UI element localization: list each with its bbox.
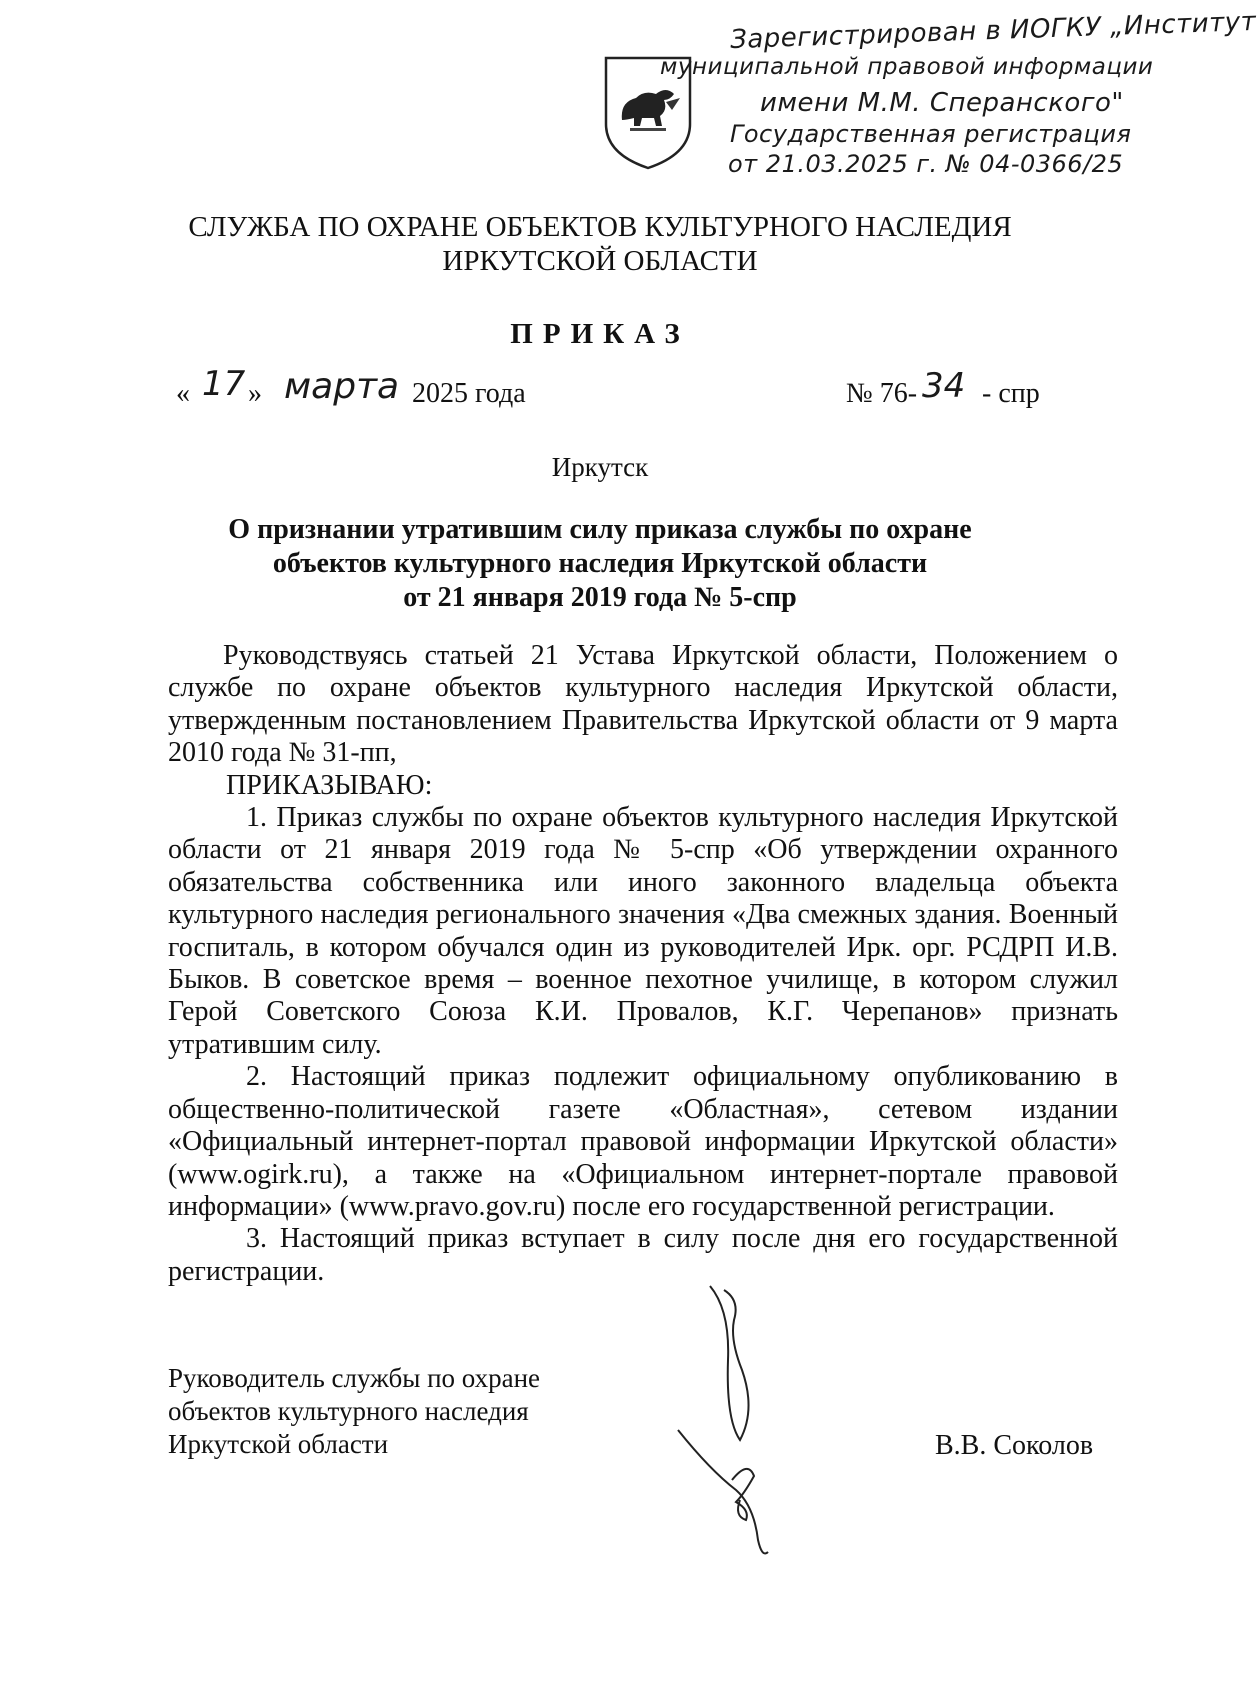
date-month: марта <box>284 366 400 407</box>
registration-line: Зарегистрирован в ИОГКУ „Институт <box>729 6 1257 56</box>
handwritten-signature-icon <box>670 1280 820 1560</box>
position-line: объектов культурного наследия <box>168 1396 529 1426</box>
agency-name-line: СЛУЖБА ПО ОХРАНЕ ОБЪЕКТОВ КУЛЬТУРНОГО НАСЛЕДИЯ <box>188 211 1012 243</box>
order-item-3: 3. Настоящий приказ вступает в силу после дня его государственной регистрации. <box>168 1223 1118 1287</box>
date-number-row <box>176 364 1106 428</box>
order-number-prefix: № 76- <box>846 378 918 409</box>
preamble-paragraph: Руководствуясь статьей 21 Устава Иркутской области, Положением о службе по охране объектов культурного наследия Иркутской области, утвержденным постановлением Правительства Иркутской области от 9 марта 2010 года № 31-пп, <box>168 640 1118 769</box>
position-line: Руководитель службы по охране <box>168 1363 541 1393</box>
city-name: Иркутск <box>551 452 649 482</box>
registration-line: от 21.03.2025 г. № 04-0366/25 <box>728 150 1124 178</box>
document-title <box>150 513 1050 615</box>
order-number-value: 34 <box>922 366 966 406</box>
title-line: от 21 января 2019 года № 5-спр <box>403 582 797 613</box>
order-number-suffix: - спр <box>982 378 1040 409</box>
title-line: объектов культурного наследия Иркутской области <box>272 548 928 579</box>
order-item-1: 1. Приказ службы по охране объектов культурного наследия Иркутской области от 21 января 2019 года № 5-спр «Об утверждении охранного обязательства собственника или иного законного владельца объекта культурного наследия регионального значения «Два смежных здания. Военный госпиталь, в котором обучался один из руководителей Ирк. орг. РСДРП И.В. Быков. В советское время – военное пехотное училище, в котором служил Герой Советского Союза К.И. Провалов, К.Г. Черепанов» признать утратившим силу. <box>168 802 1118 1060</box>
agency-header <box>150 210 1050 278</box>
registration-line: Государственная регистрация <box>730 120 1132 148</box>
document-type: ПРИКАЗ <box>510 318 690 350</box>
registration-stamp-note <box>660 6 1257 180</box>
signer-name: В.В. Соколов <box>935 1430 1094 1461</box>
signatory-position <box>168 1362 588 1461</box>
order-item-2: 2. Настоящий приказ подлежит официальному опубликованию в общественно-политической газете «Областная», сетевом издании «Официальный интернет-портал правовой информации Иркутской области» (www.ogirk.ru), а также на «Официальном интернет-портале правовой информации» (www.pravo.gov.ru) после его государственной регистрации. <box>168 1061 1118 1222</box>
registration-line: имени М.М. Сперанского" <box>760 88 1124 118</box>
order-word: ПРИКАЗЫВАЮ: <box>226 769 433 801</box>
title-line: О признании утратившим силу приказа службы по охране <box>228 514 972 545</box>
agency-name-line: ИРКУТСКОЙ ОБЛАСТИ <box>442 245 758 277</box>
date-day: 17 <box>202 364 246 404</box>
registration-line: муниципальной правовой информации <box>660 54 1154 80</box>
position-line: Иркутской области <box>168 1429 389 1459</box>
date-year: 2025 года <box>412 378 526 409</box>
date-open-quote: « <box>176 378 190 409</box>
date-close-quote: » <box>248 378 262 409</box>
document-body <box>168 640 1118 1288</box>
